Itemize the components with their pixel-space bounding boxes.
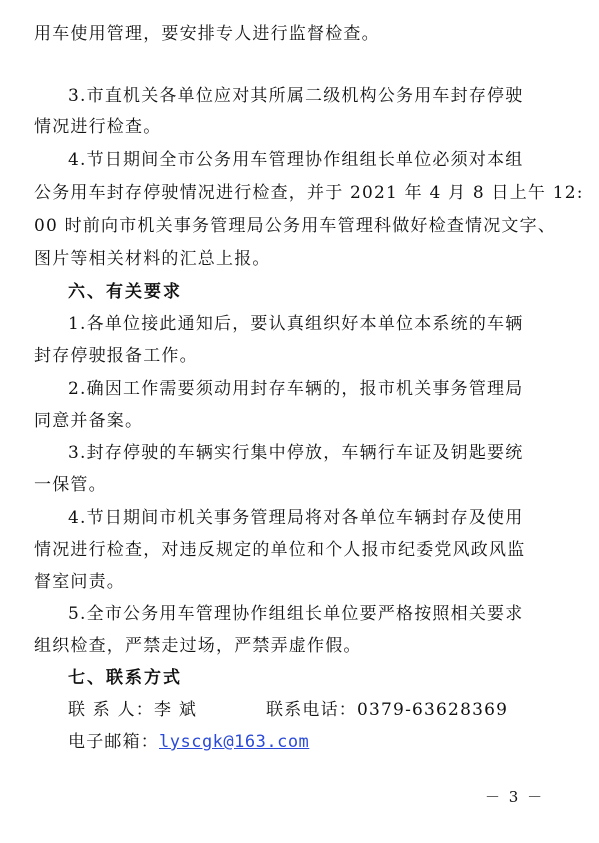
paragraph-line: 3.市直机关各单位应对其所属二级机构公务用车封存停驶 <box>68 86 524 106</box>
contact-person-row <box>68 700 197 720</box>
paragraph-line: 1.各单位接此通知后，要认真组织好本单位本系统的车辆 <box>68 314 524 334</box>
paragraph-line: 5.全市公务用车管理协作组组长单位要严格按照相关要求 <box>68 604 524 624</box>
paragraph-line: 组织检查，严禁走过场，严禁弄虚作假。 <box>34 636 362 656</box>
page-number: － 3 － <box>485 788 545 806</box>
paragraph-line: 用车使用管理，要安排专人进行监督检查。 <box>34 24 380 44</box>
section-heading: 七、联系方式 <box>68 668 182 688</box>
contact-email-row <box>68 732 309 752</box>
contact-phone-label: 联系电话： <box>266 700 357 720</box>
paragraph-line: 3.封存停驶的车辆实行集中停放，车辆行车证及钥匙要统 <box>68 443 524 463</box>
paragraph-line: 封存停驶报备工作。 <box>34 346 198 366</box>
contact-person-label: 联 系 人： <box>68 700 155 720</box>
paragraph-line: 图片等相关材料的汇总上报。 <box>34 249 271 269</box>
email-link[interactable]: lyscgk@163.com <box>159 732 310 752</box>
contact-phone-value: 0379-63628369 <box>357 700 509 720</box>
paragraph-line: 一保管。 <box>34 475 107 495</box>
contact-email-label: 电子邮箱： <box>68 732 159 752</box>
paragraph-line: 00 时前向市机关事务管理局公务用车管理科做好检查情况文字、 <box>34 216 557 236</box>
section-heading: 六、有关要求 <box>68 282 182 302</box>
paragraph-line: 4.节日期间市机关事务管理局将对各单位车辆封存及使用 <box>68 508 524 528</box>
contact-phone-row <box>266 700 508 720</box>
contact-person-value: 李 斌 <box>154 700 198 720</box>
paragraph-line: 督室问责。 <box>34 572 125 592</box>
paragraph-line: 公务用车封存停驶情况进行检查，并于 2021 年 4 月 8 日上午 12: <box>34 183 584 203</box>
paragraph-line: 情况进行检查，对违反规定的单位和个人报市纪委党风政风监 <box>34 540 526 560</box>
paragraph-line: 同意并备案。 <box>34 411 144 431</box>
paragraph-line: 2.确因工作需要须动用封存车辆的，报市机关事务管理局 <box>68 379 524 399</box>
paragraph-line: 4.节日期间全市公务用车管理协作组组长单位必须对本组 <box>68 150 524 170</box>
paragraph-line: 情况进行检查。 <box>34 117 162 137</box>
